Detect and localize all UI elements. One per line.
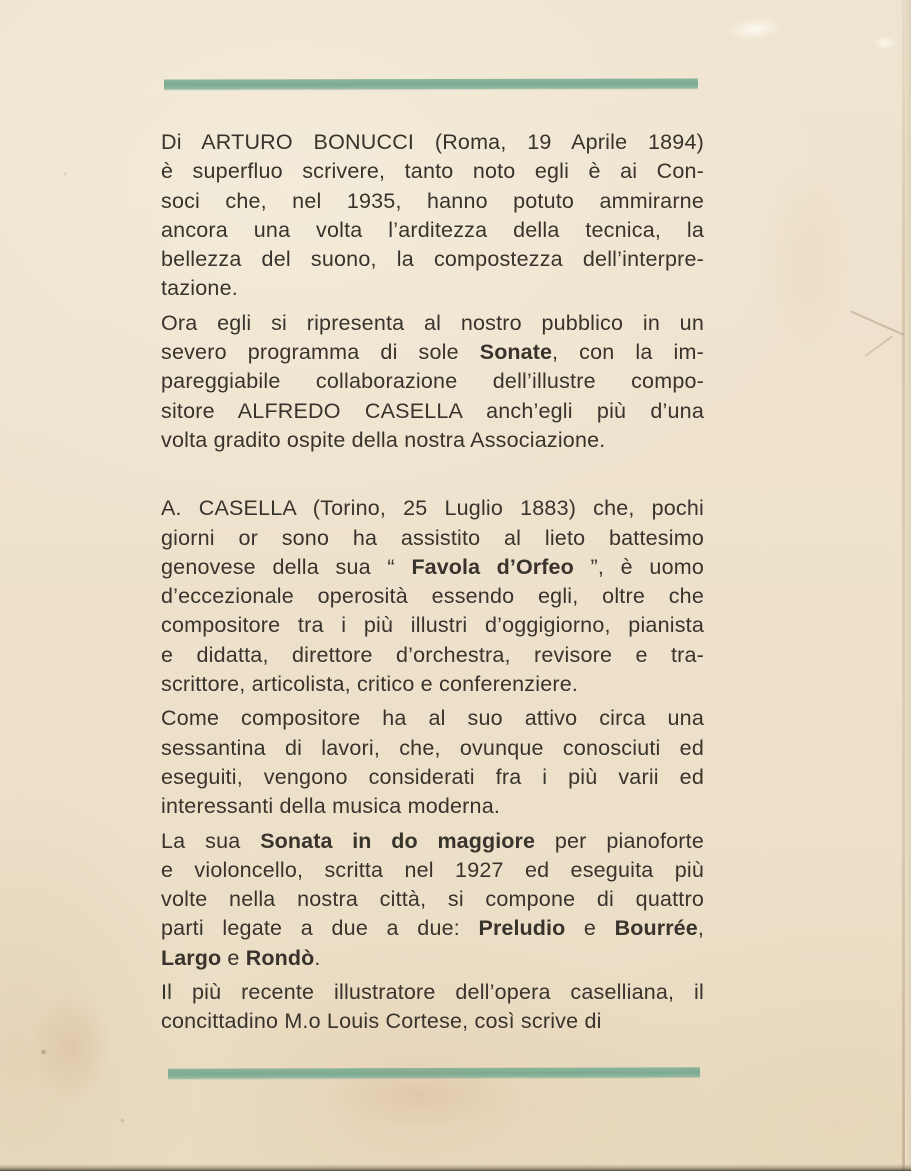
paper-speck [40,1049,47,1055]
paper-scuff [872,36,898,50]
text-line: Di ARTURO BONUCCI (Roma, 19 Aprile 1894) [161,130,704,154]
text-line: Ora egli si ripresenta al nostro pubblico in un [161,310,704,335]
bold-text: Preludio [478,916,566,941]
paper-speck [63,172,67,176]
scan-bottom-edge [0,1164,911,1171]
paragraph-1 [161,128,704,304]
text-line: giorni or sono ha assistito al lieto battesimo [161,525,704,550]
bold-text: Sonate [479,340,553,365]
paper-speck [120,1118,125,1123]
text-line: d’eccezionale operosità essendo egli, oltre che [161,584,704,609]
page-text [161,128,704,1037]
paper-fiber [865,335,894,357]
text-line: ancora una volta l’arditezza della tecnica, la [161,217,704,242]
text-line: parti legate a due a due: Preludio e Bourrée, [161,916,704,941]
text-line: tazione. [161,276,238,301]
paper-stain [16,972,126,1122]
text-line: severo programma di sole Sonate, con la im- [161,340,704,365]
paper-scuff [727,14,784,43]
text-line: sessantina di lavori, che, ovunque conosciuti ed [161,735,704,760]
text-line: volta gradito ospite della nostra Associazione. [161,427,606,452]
text-line: pareggiabile collaborazione dell’illustre compo- [161,369,704,394]
text-line: e didatta, direttore d’orchestra, revisore e tra- [161,642,704,667]
text-line: A. CASELLA (Torino, 25 Luglio 1883) che, pochi [161,496,704,521]
text-line: bellezza del suono, la compostezza dell’interpre- [161,247,704,272]
paragraph-5 [161,827,704,973]
text-line: e violoncello, scritta nel 1927 ed eseguita più [161,857,704,882]
text-line: compositore tra i più illustri d’oggigiorno, pianista [161,613,704,638]
text-line: sitore ALFREDO CASELLA anch’egli più d’una [161,398,704,423]
text-line: Come compositore ha al suo attivo circa una [161,706,704,731]
text-line: interessanti della musica moderna. [161,794,501,819]
text-line: Largo e Rondò. [161,945,321,970]
text-line: volte nella nostra città, si compone di quattro [161,887,704,912]
bold-text: Sonata in do maggiore [260,828,536,853]
text-line: concittadino M.o Louis Cortese, così scrive di [161,1009,602,1034]
text-line: Il più recente illustratore dell’opera caselliana, il [161,980,704,1005]
text-line: scrittore, articolista, critico e conferenziere. [161,672,579,697]
text-line: è superfluo scrivere, tanto noto egli è ai Con- [161,159,704,184]
paper-stain [748,130,868,390]
top-rule [164,78,698,89]
paper-stain [290,1050,550,1140]
paragraph-2 [161,309,704,455]
bold-text: Rondò [245,945,315,970]
paragraph-4 [161,704,704,821]
text-line: La sua Sonata in do maggiore per pianoforte [161,828,704,853]
bold-text: Favola d’Orfeo [411,554,574,579]
text-line: genovese della sua “ Favola d’Orfeo ”, è uomo [161,554,704,579]
text-line: soci che, nel 1935, hanno potuto ammirarne [161,188,704,213]
paragraph-6 [161,978,704,1037]
bold-text: Largo [161,945,222,970]
text-line: eseguiti, vengono considerati fra i più varii ed [161,764,704,789]
paragraph-3 [161,494,704,699]
bold-text: Bourrée [614,916,698,941]
page-right-edge [905,0,911,1171]
